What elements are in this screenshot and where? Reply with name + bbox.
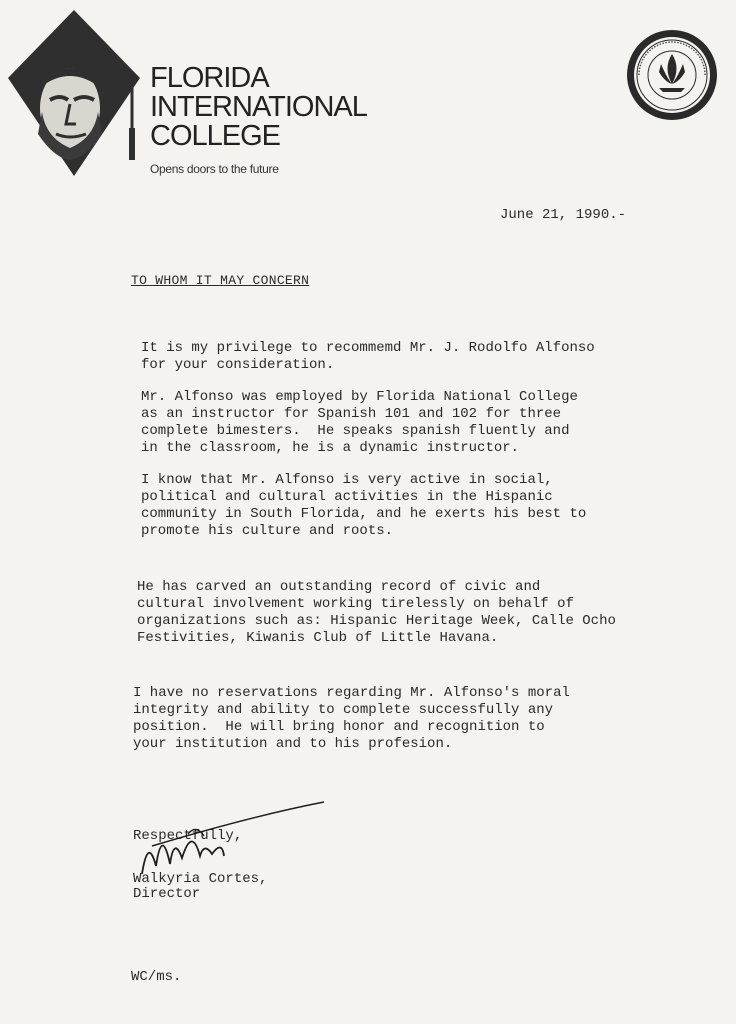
letter-paragraph: It is my privilege to recommemd Mr. J. Rodolfo Alfonso for your consideration.: [141, 340, 595, 373]
letter-paragraph: I know that Mr. Alfonso is very active in social, political and cultural activities in the Hispanic community in South Florida, and he exerts his best to promote his culture and roots.: [141, 472, 587, 539]
typist-initials: WC/ms.: [131, 969, 182, 985]
letter-paragraph: Mr. Alfonso was employed by Florida National College as an instructor for Spanish 101 and 102 for three complete bimesters. He speaks spanish fluently and in the classroom, he is a dynamic instructor.: [141, 389, 578, 456]
closing: Respectfully,: [133, 828, 243, 844]
college-name: [150, 64, 367, 151]
salutation: TO WHOM IT MAY CONCERN: [131, 273, 310, 288]
signer-title: Director: [133, 886, 201, 902]
college-name-line: COLLEGE: [150, 120, 280, 152]
letter-paragraph: I have no reservations regarding Mr. Alfonso's moral integrity and ability to complete successfully any position. He will bring honor and recognition to your institution and to his profesion.: [133, 685, 570, 752]
signer-name: Walkyria Cortes,: [133, 871, 268, 887]
college-name-line: FLORIDA: [150, 62, 269, 94]
graduate-head-logo-icon: [6, 8, 142, 180]
letter-paragraph: He has carved an outstanding record of civic and cultural involvement working tirelessly on behalf of organizations such as: Hispanic Heritage Week, Calle Ocho Festivities, Kiwanis Club of Little Havana.: [137, 579, 616, 646]
tagline: Opens doors to the future: [150, 162, 279, 176]
accreditation-seal-icon: [625, 28, 719, 122]
college-name-line: INTERNATIONAL: [150, 91, 367, 123]
letter-date: June 21, 1990.-: [500, 207, 627, 223]
